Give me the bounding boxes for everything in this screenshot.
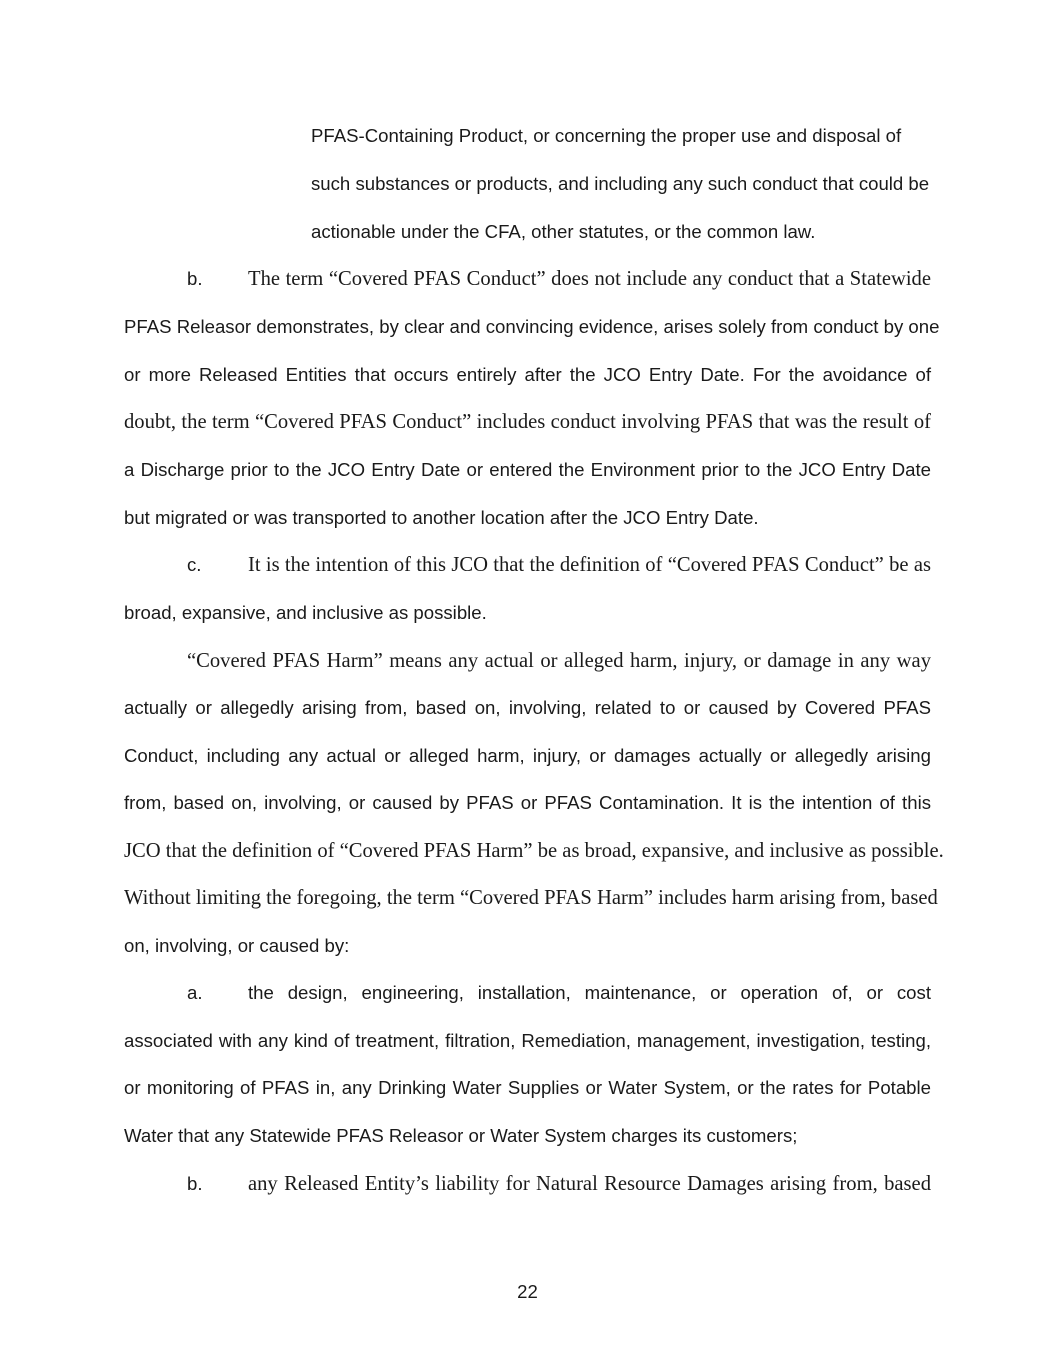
page-number: 22 [517,1281,538,1302]
harm-definition-first-line: “Covered PFAS Harm” means any actual or alleged harm, injury, or damage in any way [187,650,931,672]
harm-item-a-line-3: or monitoring of PFAS in, any Drinking Water Supplies or Water System, or the rates for Potable [124,1077,931,1098]
harm-item-a-marker: a. [187,982,203,1003]
harm-definition-line-7: on, involving, or caused by: [124,935,350,956]
harm-definition-line-2: actually or allegedly arising from, based on, involving, related to or caused by Covered PFAS [124,697,931,718]
item-c-first-line: It is the intention of this JCO that the definition of “Covered PFAS Conduct” be as [248,554,931,576]
item-c-marker: c. [187,554,202,575]
continuation-line-3: actionable under the CFA, other statutes, or the common law. [311,221,816,242]
item-b-marker: b. [187,268,203,289]
harm-item-a-line-4: Water that any Statewide PFAS Releasor or Water System charges its customers; [124,1125,798,1146]
item-b-line-4: doubt, the term “Covered PFAS Conduct” includes conduct involving PFAS that was the result of [124,411,931,433]
harm-item-b-marker: b. [187,1173,203,1194]
item-c-line-2: broad, expansive, and inclusive as possible. [124,602,487,623]
harm-item-a-line-2: associated with any kind of treatment, filtration, Remediation, management, investigation, testing, [124,1030,931,1051]
item-b-first-line: The term “Covered PFAS Conduct” does not include any conduct that a Statewide [248,268,931,290]
item-b-line-6: but migrated or was transported to another location after the JCO Entry Date. [124,507,759,528]
continuation-line-1: PFAS-Containing Product, or concerning the proper use and disposal of [311,125,902,146]
harm-definition-line-6: Without limiting the foregoing, the term “Covered PFAS Harm” includes harm arising from, based [124,887,938,909]
harm-definition-line-5: JCO that the definition of “Covered PFAS Harm” be as broad, expansive, and inclusive as possible. [124,840,944,862]
item-b-line-2: PFAS Releasor demonstrates, by clear and convincing evidence, arises solely from conduct by one [124,316,940,337]
continuation-line-2: such substances or products, and including any such conduct that could be [311,173,930,194]
item-b-line-5: a Discharge prior to the JCO Entry Date or entered the Environment prior to the JCO Entry Date [124,459,931,480]
harm-item-b-first-line: any Released Entity’s liability for Natural Resource Damages arising from, based [248,1173,931,1195]
harm-definition-line-3: Conduct, including any actual or alleged harm, injury, or damages actually or allegedly arising [124,745,931,766]
harm-definition-line-4: from, based on, involving, or caused by PFAS or PFAS Contamination. It is the intention of this [124,792,931,813]
item-b-line-3: or more Released Entities that occurs entirely after the JCO Entry Date. For the avoidance of [124,364,931,385]
harm-item-a-first-line: the design, engineering, installation, maintenance, or operation of, or cost [248,982,931,1003]
